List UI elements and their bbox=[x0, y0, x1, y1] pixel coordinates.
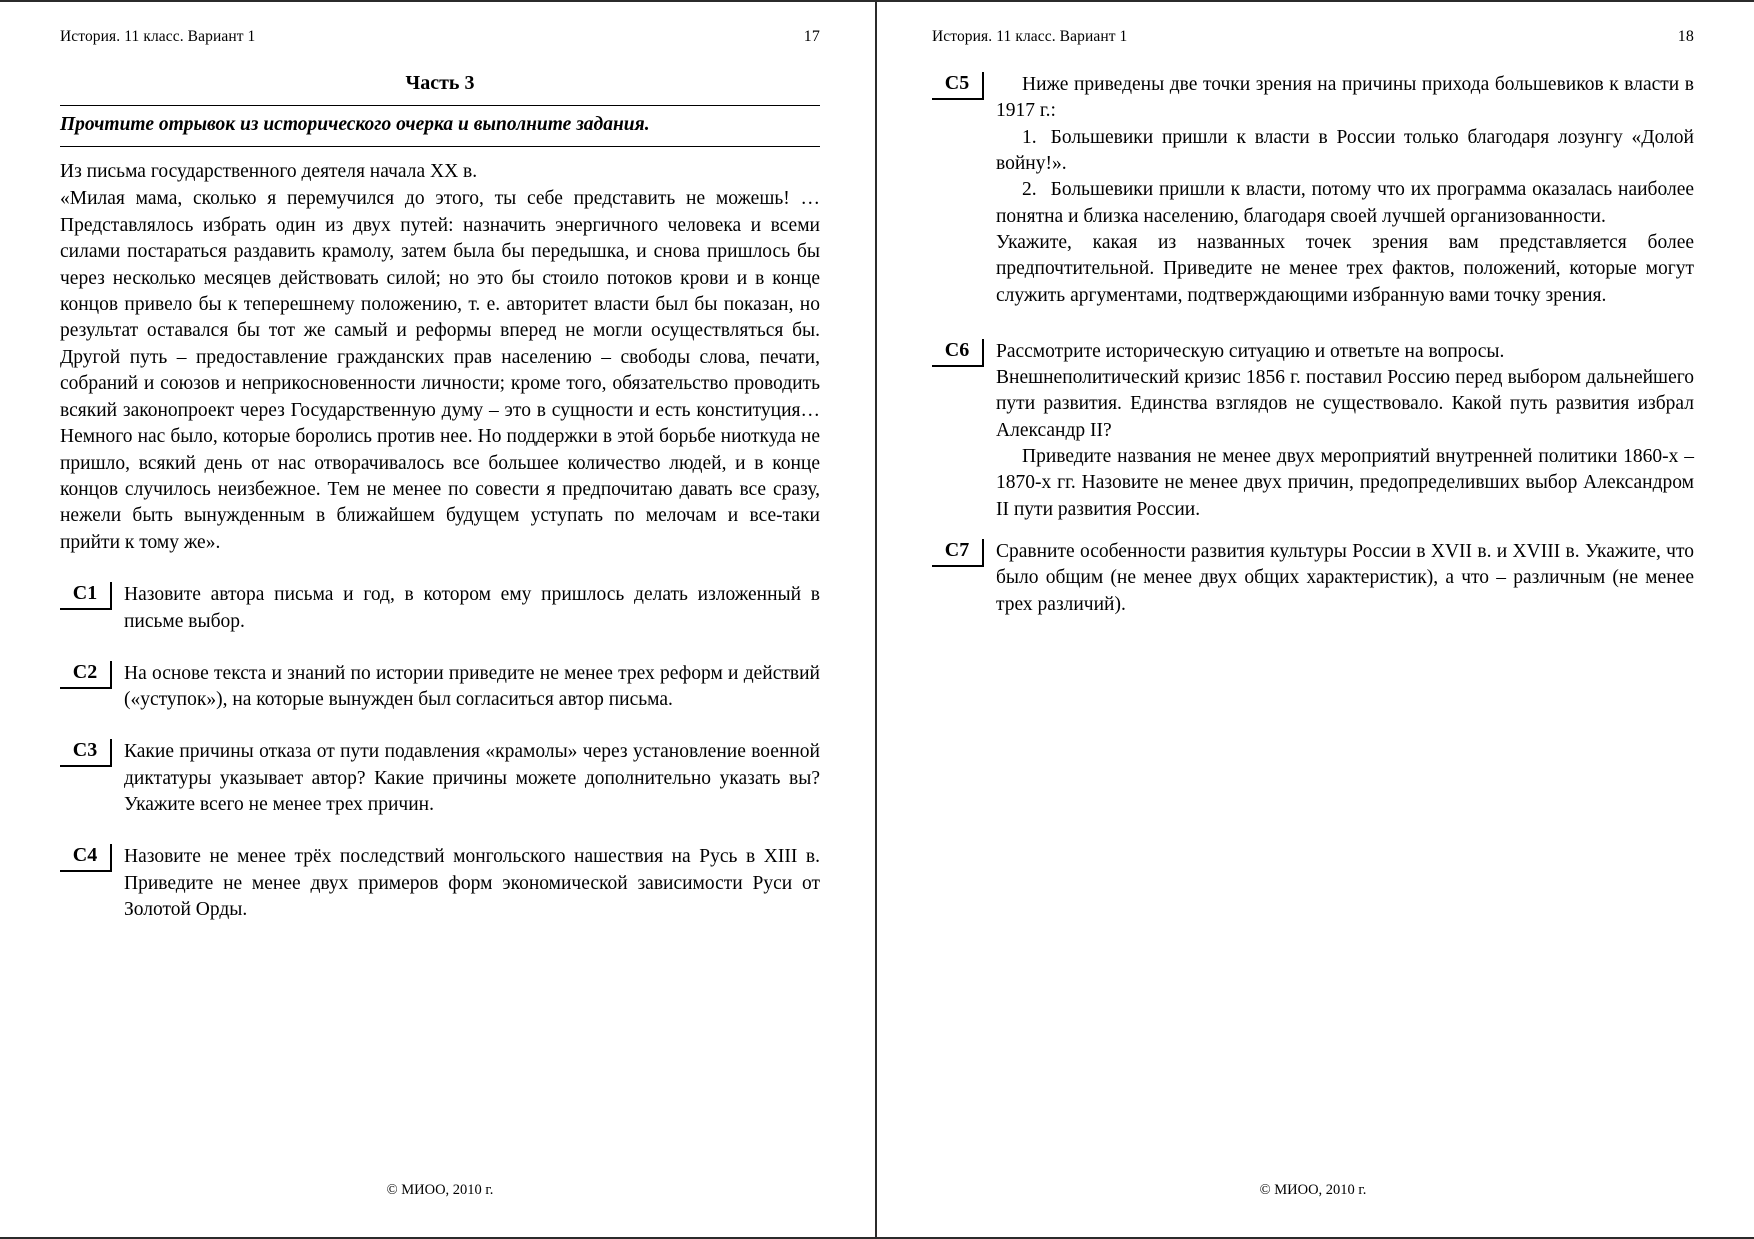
task-code-c6: C6 bbox=[932, 339, 984, 367]
excerpt-text: «Милая мама, сколько я перемучился до этого, ты себе представить не можешь! …Представлялось избрать один из двух путей: назначить энергичного человека и всеми силами постараться раздавить крамолу, затем была бы передышка, и снова пришлось бы через несколько месяцев действовать силой; но это бы стоило потоков крови и в конце концов привело бы к теперешнему положению, т. е. авторитет власти был бы показан, но результат оставался бы тот же самый и реформы вперед не могли осуществляться бы. Другой путь – предоставление гражданских прав населению – свободы слова, печати, собраний и союзов и неприкосновенности личности; кроме того, обязательство проводить всякий законопроект через Государственную думу – это в сущности и есть конституция… Немного нас было, которые боролись против нее. Но поддержки в этой борьбе ниоткуда не пришло, всякий день от нас отворачивалось все большее количество людей, и в конце концов случилось неизбежное. Тем не менее по совести я предпочитаю давать все сразу, нежели быть вынужденным в ближайшем будущем уступать по мелочам и все-таки прийти к тому же». bbox=[60, 188, 820, 553]
task-c5-outro: Укажите, какая из названных точек зрения вам представляется более предпочтительной. Приведите не менее трех фактов, положений, которые могут служить аргументами, подтверждающими избранную вами точку зрения. bbox=[996, 231, 1694, 306]
task-c2 bbox=[60, 661, 820, 714]
page-top-rule bbox=[877, 0, 1754, 2]
task-c5 bbox=[932, 72, 1694, 309]
task-code-c4: C4 bbox=[60, 844, 112, 872]
task-c4 bbox=[60, 844, 820, 923]
task-c7 bbox=[932, 539, 1694, 618]
page-top-rule bbox=[0, 0, 877, 2]
page-number: 18 bbox=[1677, 28, 1694, 45]
task-c6-para-1: Рассмотрите историческую ситуацию и ответьте на вопросы. bbox=[996, 340, 1505, 362]
task-c5-item-1 bbox=[996, 125, 1694, 178]
task-text-c4: Назовите не менее трёх последствий монгольского нашествия на Русь в XIII в. Приведите не менее двух примеров форм экономической зависимости Руси от Золотой Орды. bbox=[124, 846, 820, 921]
task-c5-item-1-text: Большевики пришли к власти в России только благодаря лозунгу «Долой войну!». bbox=[996, 126, 1694, 174]
task-text-c1: Назовите автора письма и год, в котором ему пришлось делать изложенный в письме выбор. bbox=[124, 584, 820, 632]
task-code-c2: C2 bbox=[60, 661, 112, 689]
task-c5-intro: Ниже приведены две точки зрения на причины прихода большевиков к власти в 1917 г.: bbox=[996, 74, 1694, 122]
task-code-c5: C5 bbox=[932, 72, 984, 100]
task-c1 bbox=[60, 582, 820, 635]
copyright-right: © МИОО, 2010 г. bbox=[1259, 1182, 1367, 1198]
task-code-c3: C3 bbox=[60, 739, 112, 767]
task-c6 bbox=[932, 339, 1694, 523]
task-c6-para-3: Приведите названия не менее двух мероприятий внутренней политики 1860-х – 1870-х гг. Назовите не менее двух причин, предопределивших выбор Александром II пути развития России. bbox=[996, 446, 1694, 520]
task-text-c2: На основе текста и знаний по истории приведите не менее трех реформ и действий («уступок»), на которые вынужден был согласиться автор письма. bbox=[124, 662, 820, 711]
task-c5-item-2-text: Большевики пришли к власти, потому что их программа оказалась наиболее понятна и близка населению, благодаря своей лучшей организованности. bbox=[996, 179, 1694, 227]
running-head-left bbox=[60, 28, 820, 46]
task-text-c3: Какие причины отказа от пути подавления «крамолы» через установление военной диктатуры указывает автор? Какие причины можете дополнительно указать вы? Укажите всего не менее трех причин. bbox=[124, 741, 820, 816]
task-c5-item-1-num: 1. bbox=[1022, 126, 1037, 148]
task-code-c7: C7 bbox=[932, 539, 984, 567]
instruction-block bbox=[60, 105, 820, 147]
task-c6-para-2: Внешнеполитический кризис 1856 г. поставил Россию перед выбором дальнейшего пути развития. Единства взглядов не существовало. Какой путь развития избрал Александр II? bbox=[996, 367, 1694, 441]
task-c5-item-2 bbox=[996, 177, 1694, 230]
running-head-title: История. 11 класс. Вариант 1 bbox=[60, 28, 256, 45]
source-line: Из письма государственного деятеля начала XX в. bbox=[60, 160, 478, 182]
instruction-text: Прочтите отрывок из исторического очерка и выполните задания. bbox=[60, 114, 650, 135]
running-head-title: История. 11 класс. Вариант 1 bbox=[932, 28, 1128, 45]
page-right bbox=[877, 0, 1754, 1239]
task-body-c6 bbox=[996, 339, 1694, 523]
task-c5-item-2-num: 2. bbox=[1022, 179, 1037, 201]
copyright-left: © МИОО, 2010 г. bbox=[386, 1182, 494, 1198]
page-number: 17 bbox=[803, 28, 820, 45]
task-code-c1: C1 bbox=[60, 582, 112, 610]
part-title: Часть 3 bbox=[405, 72, 475, 94]
task-body-c5 bbox=[996, 72, 1694, 309]
task-text-c7: Сравните особенности развития культуры России в XVII в. и XVIII в. Укажите, что было общим (не менее двух общих характеристик), а что – различным (не менее трех различий). bbox=[996, 541, 1694, 615]
task-c3 bbox=[60, 739, 820, 818]
running-head-right bbox=[932, 28, 1694, 46]
